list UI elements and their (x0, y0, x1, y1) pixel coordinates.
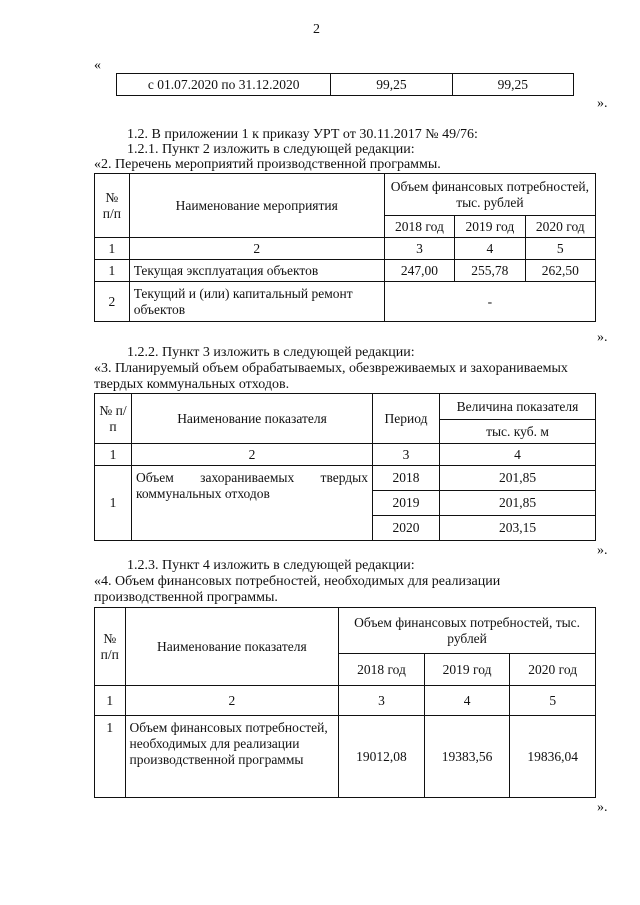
t3-row-no: 1 (95, 716, 126, 798)
t1-colnum: 1 (95, 238, 130, 260)
t2-row-year: 2020 (373, 516, 440, 541)
t1-row-no: 1 (95, 260, 130, 282)
t3-colnum: 5 (510, 686, 596, 716)
t3-header-volume: Объем финансовых потребностей, тыс. рублей (339, 608, 596, 654)
section-title-4-line-1: «4. Объем финансовых потребностей, необходимых для реализации (94, 574, 501, 589)
t3-row-y1: 19012,08 (339, 716, 425, 798)
section-title-2: «2. Перечень мероприятий производственной программы. (94, 157, 441, 172)
t1-header-year-2: 2019 год (455, 216, 525, 238)
t3-header-no: № п/п (95, 608, 126, 686)
t2-row-year: 2018 (373, 466, 440, 491)
t1-colnum: 2 (129, 238, 384, 260)
t3-colnum: 4 (424, 686, 510, 716)
t2-colnum: 3 (373, 444, 440, 466)
close-quote-2: ». (597, 330, 608, 345)
t3-colnum: 2 (125, 686, 339, 716)
t3-colnum: 1 (95, 686, 126, 716)
t1-header-year-1: 2018 год (384, 216, 454, 238)
t1-header-year-3: 2020 год (525, 216, 595, 238)
t1-row-dash: - (384, 282, 595, 322)
t2-row-name: Объем захораниваемых твердых коммунальных отходов (132, 466, 373, 541)
table-row (95, 716, 596, 798)
t2-row-year: 2019 (373, 491, 440, 516)
t2-header-unit: тыс. куб. м (440, 420, 596, 444)
close-quote-1: ». (597, 96, 608, 111)
section-title-3-line-2: твердых коммунальных отходов. (94, 377, 290, 392)
t1-colnum: 5 (525, 238, 595, 260)
t1-colnum: 3 (384, 238, 454, 260)
t2-row-value: 201,85 (440, 466, 596, 491)
t2-header-no: № п/п (95, 394, 132, 444)
top-table-value-1: 99,25 (331, 74, 452, 96)
t1-colnum: 4 (455, 238, 525, 260)
t3-colnum: 3 (339, 686, 425, 716)
table-activities (94, 173, 596, 322)
t2-colnum: 2 (132, 444, 373, 466)
paragraph-1-2: 1.2. В приложении 1 к приказу УРТ от 30.11.2017 № 49/76: (127, 127, 478, 142)
table-financial-needs (94, 607, 596, 798)
table-waste-volume (94, 393, 596, 541)
close-quote-3: ». (597, 543, 608, 558)
t2-colnum: 1 (95, 444, 132, 466)
t1-row-y3: 262,50 (525, 260, 595, 282)
t1-row-no: 2 (95, 282, 130, 322)
t2-header-name: Наименование показателя (132, 394, 373, 444)
section-title-4-line-2: производственной программы. (94, 590, 278, 605)
section-title-3-line-1: «3. Планируемый объем обрабатываемых, обезвреживаемых и захораниваемых (94, 361, 568, 376)
paragraph-1-2-1: 1.2.1. Пункт 2 изложить в следующей редакции: (127, 142, 415, 157)
t1-header-no: № п/п (95, 174, 130, 238)
t2-row-no: 1 (95, 466, 132, 541)
t1-row-y2: 255,78 (455, 260, 525, 282)
t2-row-value: 203,15 (440, 516, 596, 541)
page-number: 2 (313, 22, 320, 37)
top-table (116, 73, 574, 96)
top-table-value-2: 99,25 (452, 74, 573, 96)
t1-row-y1: 247,00 (384, 260, 454, 282)
t2-header-period: Период (373, 394, 440, 444)
table-row (95, 466, 596, 491)
t3-row-name: Объем финансовых потребностей, необходимых для реализации производственной программы (125, 716, 339, 798)
t3-header-year-1: 2018 год (339, 654, 425, 686)
t3-row-y3: 19836,04 (510, 716, 596, 798)
table-row (95, 282, 596, 322)
t1-header-name: Наименование мероприятия (129, 174, 384, 238)
paragraph-1-2-2: 1.2.2. Пункт 3 изложить в следующей редакции: (127, 345, 415, 360)
t1-header-volume: Объем финансовых потребностей, тыс. рублей (384, 174, 595, 216)
paragraph-1-2-3: 1.2.3. Пункт 4 изложить в следующей редакции: (127, 558, 415, 573)
t2-header-value: Величина показателя (440, 394, 596, 420)
table-row (95, 260, 596, 282)
t3-row-y2: 19383,56 (424, 716, 510, 798)
open-quote: « (94, 58, 101, 73)
t3-header-name: Наименование показателя (125, 608, 339, 686)
t2-row-value: 201,85 (440, 491, 596, 516)
t1-row-name: Текущий и (или) капитальный ремонт объектов (129, 282, 384, 322)
t3-header-year-2: 2019 год (424, 654, 510, 686)
top-table-period: с 01.07.2020 по 31.12.2020 (117, 74, 331, 96)
t1-row-name: Текущая эксплуатация объектов (129, 260, 384, 282)
t3-header-year-3: 2020 год (510, 654, 596, 686)
close-quote-4: ». (597, 800, 608, 815)
t2-colnum: 4 (440, 444, 596, 466)
